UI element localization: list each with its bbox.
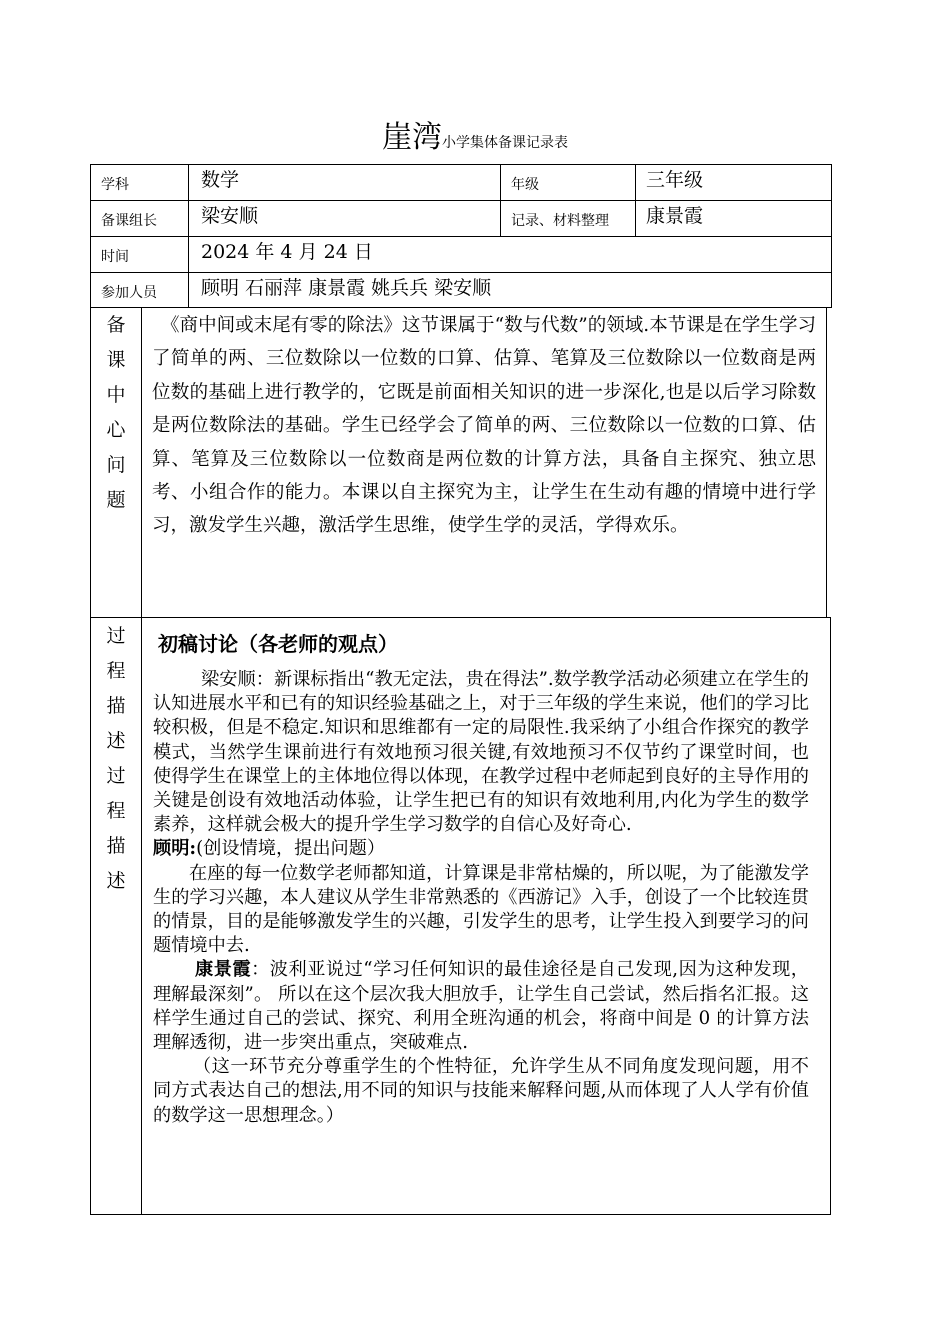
speaker-gu: 顾明: xyxy=(153,838,197,860)
time-value-cell xyxy=(188,236,832,273)
opinion-liang: 梁安顺：新课标指出“教无定法，贵在得法”.数学教学活动必须建立在学生的认知进展水平和已有的知识经验基础之上，对于三年级的学生来说，他们的学习比较积极，但是不稳定.知识和思维都有一定的局限性.我采纳了小组合作探究的教学模式，当然学生课前进行有效地预习很关键,有效地预习不仅节约了课堂时间，也使得学生在课堂上的主体地位得以体现，在教学过程中老师起到良好的主导作用的关键是创设有效地活动体验，让学生把已有的知识有效地利用,内化为学生的数学素养，这样就会极大的提升学生学习数学的自信心及好奇心. xyxy=(153,669,809,836)
leader-label-cell xyxy=(90,200,189,237)
process-body xyxy=(153,668,809,1128)
subject-value: 数学 xyxy=(201,169,240,191)
subject-value-cell xyxy=(188,164,501,201)
time-label-cell xyxy=(90,236,189,273)
process-content-cell xyxy=(141,617,831,1215)
participants-label: 参加人员 xyxy=(101,285,157,301)
leader-label: 备课组长 xyxy=(101,213,157,229)
subject-label-cell xyxy=(90,164,189,201)
grade-value: 三年级 xyxy=(646,169,704,191)
recorder-value-cell xyxy=(635,200,832,237)
opinion-gu: 在座的每一位数学老师都知道，计算课是非常枯燥的，所以呢，为了能激发学生的学习兴趣，本人建议从学生非常熟悉的《西游记》入手，创设了一个比较连贯的情景，目的是能够激发学生的兴趣，引发学生的思考，让学生投入到要学习的问题情境中去. xyxy=(153,862,809,957)
participants-value: 顾明 石丽萍 康景霞 姚兵兵 梁安顺 xyxy=(201,277,492,299)
recorder-label-cell xyxy=(500,200,636,237)
central-label-cell xyxy=(90,307,142,618)
participants-label-cell xyxy=(90,272,189,308)
opinion-kang: 康景霞：波利亚说过“学习任何知识的最佳途径是自己发现,因为这种发现，理解最深刻”。 所以在这个层次我大胆放手，让学生自己尝试，然后指名汇报。这样学生通过自己的尝试、探究、利用全班沟通的机会，将商中间是 0 的计算方法理解透彻，进一步突出重点，突破难点. xyxy=(153,959,809,1054)
speaker-liang: 梁安顺： xyxy=(201,669,274,690)
leader-value: 梁安顺 xyxy=(201,205,259,227)
central-text: 《商中间或末尾有零的除法》这节课属于“数与代数”的领域.本节课是在学生学习了简单的两、三位数除以一位数的口算、估算、笔算及三位数除以一位数商是两位数的基础上进行教学的，它既是前面相关知识的进一步深化,也是以后学习除数是两位数除法的基础。学生已经学会了简单的两、三位数除以一位数的口算、估算、笔算及三位数除以一位数商是两位数的计算方法，具备自主探究、独立思考、小组合作的能力。本课以自主探究为主，让学生在生动有趣的情境中进行学习，激发学生兴趣，激活学生思维，使学生学的灵活，学得欢乐。 xyxy=(152,315,816,537)
speaker-kang: 康景霞 xyxy=(195,959,252,981)
opinion-gu-heading: 顾明:(创设情境，提出问题） xyxy=(153,838,386,860)
recorder-value: 康景霞 xyxy=(646,205,704,227)
central-label: 备 课 中 心 问 题 xyxy=(106,314,126,511)
grade-label-cell xyxy=(500,164,636,201)
time-value: 2024 年 4 月 24 日 xyxy=(201,241,373,263)
form-title xyxy=(0,112,950,156)
leader-value-cell xyxy=(188,200,501,237)
grade-value-cell xyxy=(635,164,832,201)
form-name: 小学集体备课记录表 xyxy=(442,135,568,151)
recorder-label: 记录、材料整理 xyxy=(511,213,609,229)
school-name: 崖湾 xyxy=(382,120,442,155)
central-content-cell xyxy=(141,307,827,618)
process-heading: 初稿讨论（各老师的观点） xyxy=(158,632,398,656)
subject-label: 学科 xyxy=(101,177,129,193)
summary-note: （这一环节充分尊重学生的个性特征，允许学生从不同角度发现问题，用不同方式表达自己的想法,用不同的知识与技能来解释问题,从而体现了人人学有价值的数学这一思想理念。） xyxy=(153,1056,809,1126)
grade-label: 年级 xyxy=(511,177,539,193)
participants-value-cell xyxy=(188,272,832,308)
time-label: 时间 xyxy=(101,249,129,265)
process-label: 过 程 描 述 过 程 描 述 xyxy=(106,625,126,892)
process-label-cell xyxy=(90,617,142,1215)
